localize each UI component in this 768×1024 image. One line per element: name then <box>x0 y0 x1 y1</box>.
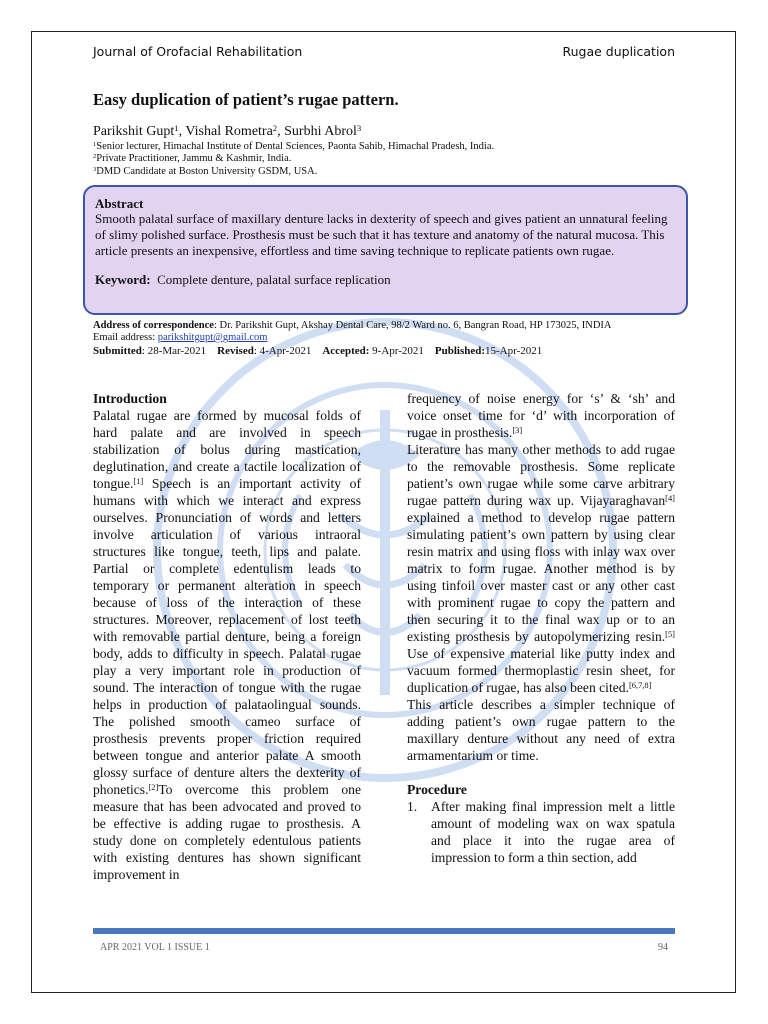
author-name: Vishal Rometra <box>185 124 273 139</box>
revised-label: Revised <box>217 345 254 357</box>
revised-date: : 4-Apr-2021 <box>253 345 312 357</box>
correspondence-address <box>93 320 611 333</box>
author-name: Parikshit Gupt <box>93 124 175 139</box>
body-text: Literature has many other methods to add rugae to the removable prosthesis. Some replicate patient’s own rugae while some carve arbitrary rugae pattern during wax up. Vijayaraghavan <box>407 442 675 508</box>
affiliation <box>93 166 317 179</box>
body-text: To overcome this problem one measure that has been advocated and proved to be effective is adding rugae to prosthesis. A study done on completely edentulous patients with existing dentures has shown significant improvement in <box>93 782 361 882</box>
email-label: Email address: <box>93 332 158 343</box>
submitted-date: : 28-Mar-2021 <box>141 345 207 357</box>
body-text: Palatal rugae are formed by mucosal folds of hard palate and are involved in speech stabilization of bolus during mastication, deglutination, and create a tactile localization of tongue. <box>93 408 361 491</box>
affiliation-text: DMD Candidate at Boston University GSDM, USA. <box>96 166 318 177</box>
journal-name: Journal of Orofacial Rehabilitation <box>93 44 303 59</box>
affiliation-marker: 2 <box>93 153 97 161</box>
introduction-paragraph <box>93 407 361 883</box>
citation: [4] <box>665 493 675 504</box>
citation: [5] <box>665 629 675 640</box>
affiliation-marker: 1 <box>93 141 97 149</box>
affiliation-text: Private Practitioner, Jammu & Kashmir, India. <box>96 153 292 164</box>
email-link[interactable]: parikshitgupt@gmail.com <box>157 332 268 343</box>
author-affiliation-marker: 2 <box>272 123 278 134</box>
right-column <box>407 390 675 866</box>
step-text: After making final impression melt a little amount of modeling wax on wax spatula and place it into the rugae area of impression to form a thin section, add <box>431 799 675 865</box>
abstract-box <box>83 185 688 315</box>
citation: [2] <box>148 782 159 793</box>
introduction-heading: Introduction <box>93 391 167 406</box>
step-number: 1. <box>407 799 418 814</box>
affiliation <box>93 141 494 154</box>
author-affiliation-marker: 3 <box>356 123 362 134</box>
keyword-line <box>95 272 676 288</box>
affiliation-marker: 3 <box>93 166 97 174</box>
submitted-label: Submitted <box>93 345 142 357</box>
author-name: Surbhi Abrol <box>284 124 357 139</box>
article-title: Easy duplication of patient’s rugae pattern. <box>93 90 399 109</box>
body-text: explained a method to develop rugae pattern simulating patient’s own pattern by using clear resin matrix and using floss with inlay wax over matrix to form rugae. Another method is by using tinfoil over master cast or any other cast with prominent rugae to copy the pattern and then securing it to the final wax up or to an existing prosthesis by autopolymerizing resin. <box>407 510 675 644</box>
procedure-heading: Procedure <box>407 782 467 797</box>
body-paragraph <box>407 441 675 696</box>
issue-info: APR 2021 VOL 1 ISSUE 1 <box>100 942 210 953</box>
affiliation <box>93 153 291 166</box>
citation: [1] <box>133 476 144 487</box>
footer-divider <box>93 928 675 934</box>
accepted-date: 9-Apr-2021 <box>369 345 424 357</box>
keyword-label: Keyword: <box>95 272 151 287</box>
published-label: Published: <box>434 345 486 357</box>
article-dates <box>93 345 542 358</box>
procedure-step <box>407 798 675 866</box>
abstract-heading: Abstract <box>95 196 144 211</box>
author-list: Parikshit Gupt$^1$, Vishal Rometra$^2$, Surbhi Abrol$^3$ <box>93 123 362 139</box>
correspondence-email <box>93 332 267 345</box>
left-column <box>93 390 361 883</box>
published-date: 15-Apr-2021 <box>485 345 543 357</box>
running-title: Rugae duplication <box>562 44 675 59</box>
citation: [3] <box>512 425 523 436</box>
page-number: 94 <box>658 942 668 953</box>
abstract-text: Smooth palatal surface of maxillary denture lacks in dexterity of speech and gives patient an unnatural feeling of slimy polished surface. Prosthesis must be such that it has texture and anatomy of the natural mucosa. This article presents an inexpensive, effortless and time saving technique to replicate patients own rugae. <box>95 211 668 258</box>
body-paragraph <box>407 390 675 441</box>
author-affiliation-marker: 1 <box>174 123 179 134</box>
correspondence-text: : Dr. Parikshit Gupt, Akshay Dental Care, 98/2 Ward no. 6, Bangran Road, HP 173025, INDIA <box>213 320 612 331</box>
accepted-label: Accepted: <box>322 345 370 357</box>
body-text: Use of expensive material like putty index and vacuum formed thermoplastic resin sheet, for duplication of rugae, has also been cited. <box>407 646 675 695</box>
correspondence-label: Address of correspondence <box>93 320 214 331</box>
keywords: Complete denture, palatal surface replication <box>157 272 391 287</box>
affiliation-text: Senior lecturer, Himachal Institute of Dental Sciences, Paonta Sahib, Himachal Pradesh, India. <box>96 141 495 152</box>
body-paragraph: This article describes a simpler technique of adding patient’s own rugae pattern to the maxillary denture without any need of extra armamentarium or time. <box>407 697 675 763</box>
body-text: Speech is an important activity of humans with which we interact and express ourselves. Pronunciation of words and letters involve articulation of various intraoral structures like tongue, teeth, lips and palate. Partial or complete edentulism leads to temporary or permanent alteration in speech because of loss of the interaction of these structures. Moreover, replacement of lost teeth with removable partial denture, being a foreign body, adds to difficulty in speech. Palatal rugae play a very important role in production of sound. The interaction of tongue with the rugae helps in production of palataolingual sounds. The polished smooth cameo surface of prosthesis prevents proper friction required between tongue and anterior palate A smooth glossy surface of denture alters the dexterity of phonetics. <box>93 476 361 797</box>
body-text: frequency of noise energy for ‘s’ & ‘sh’ and voice onset time for ‘d’ with incorporation of rugae in prosthesis. <box>407 391 675 440</box>
citation: [6,7,8] <box>628 680 652 691</box>
